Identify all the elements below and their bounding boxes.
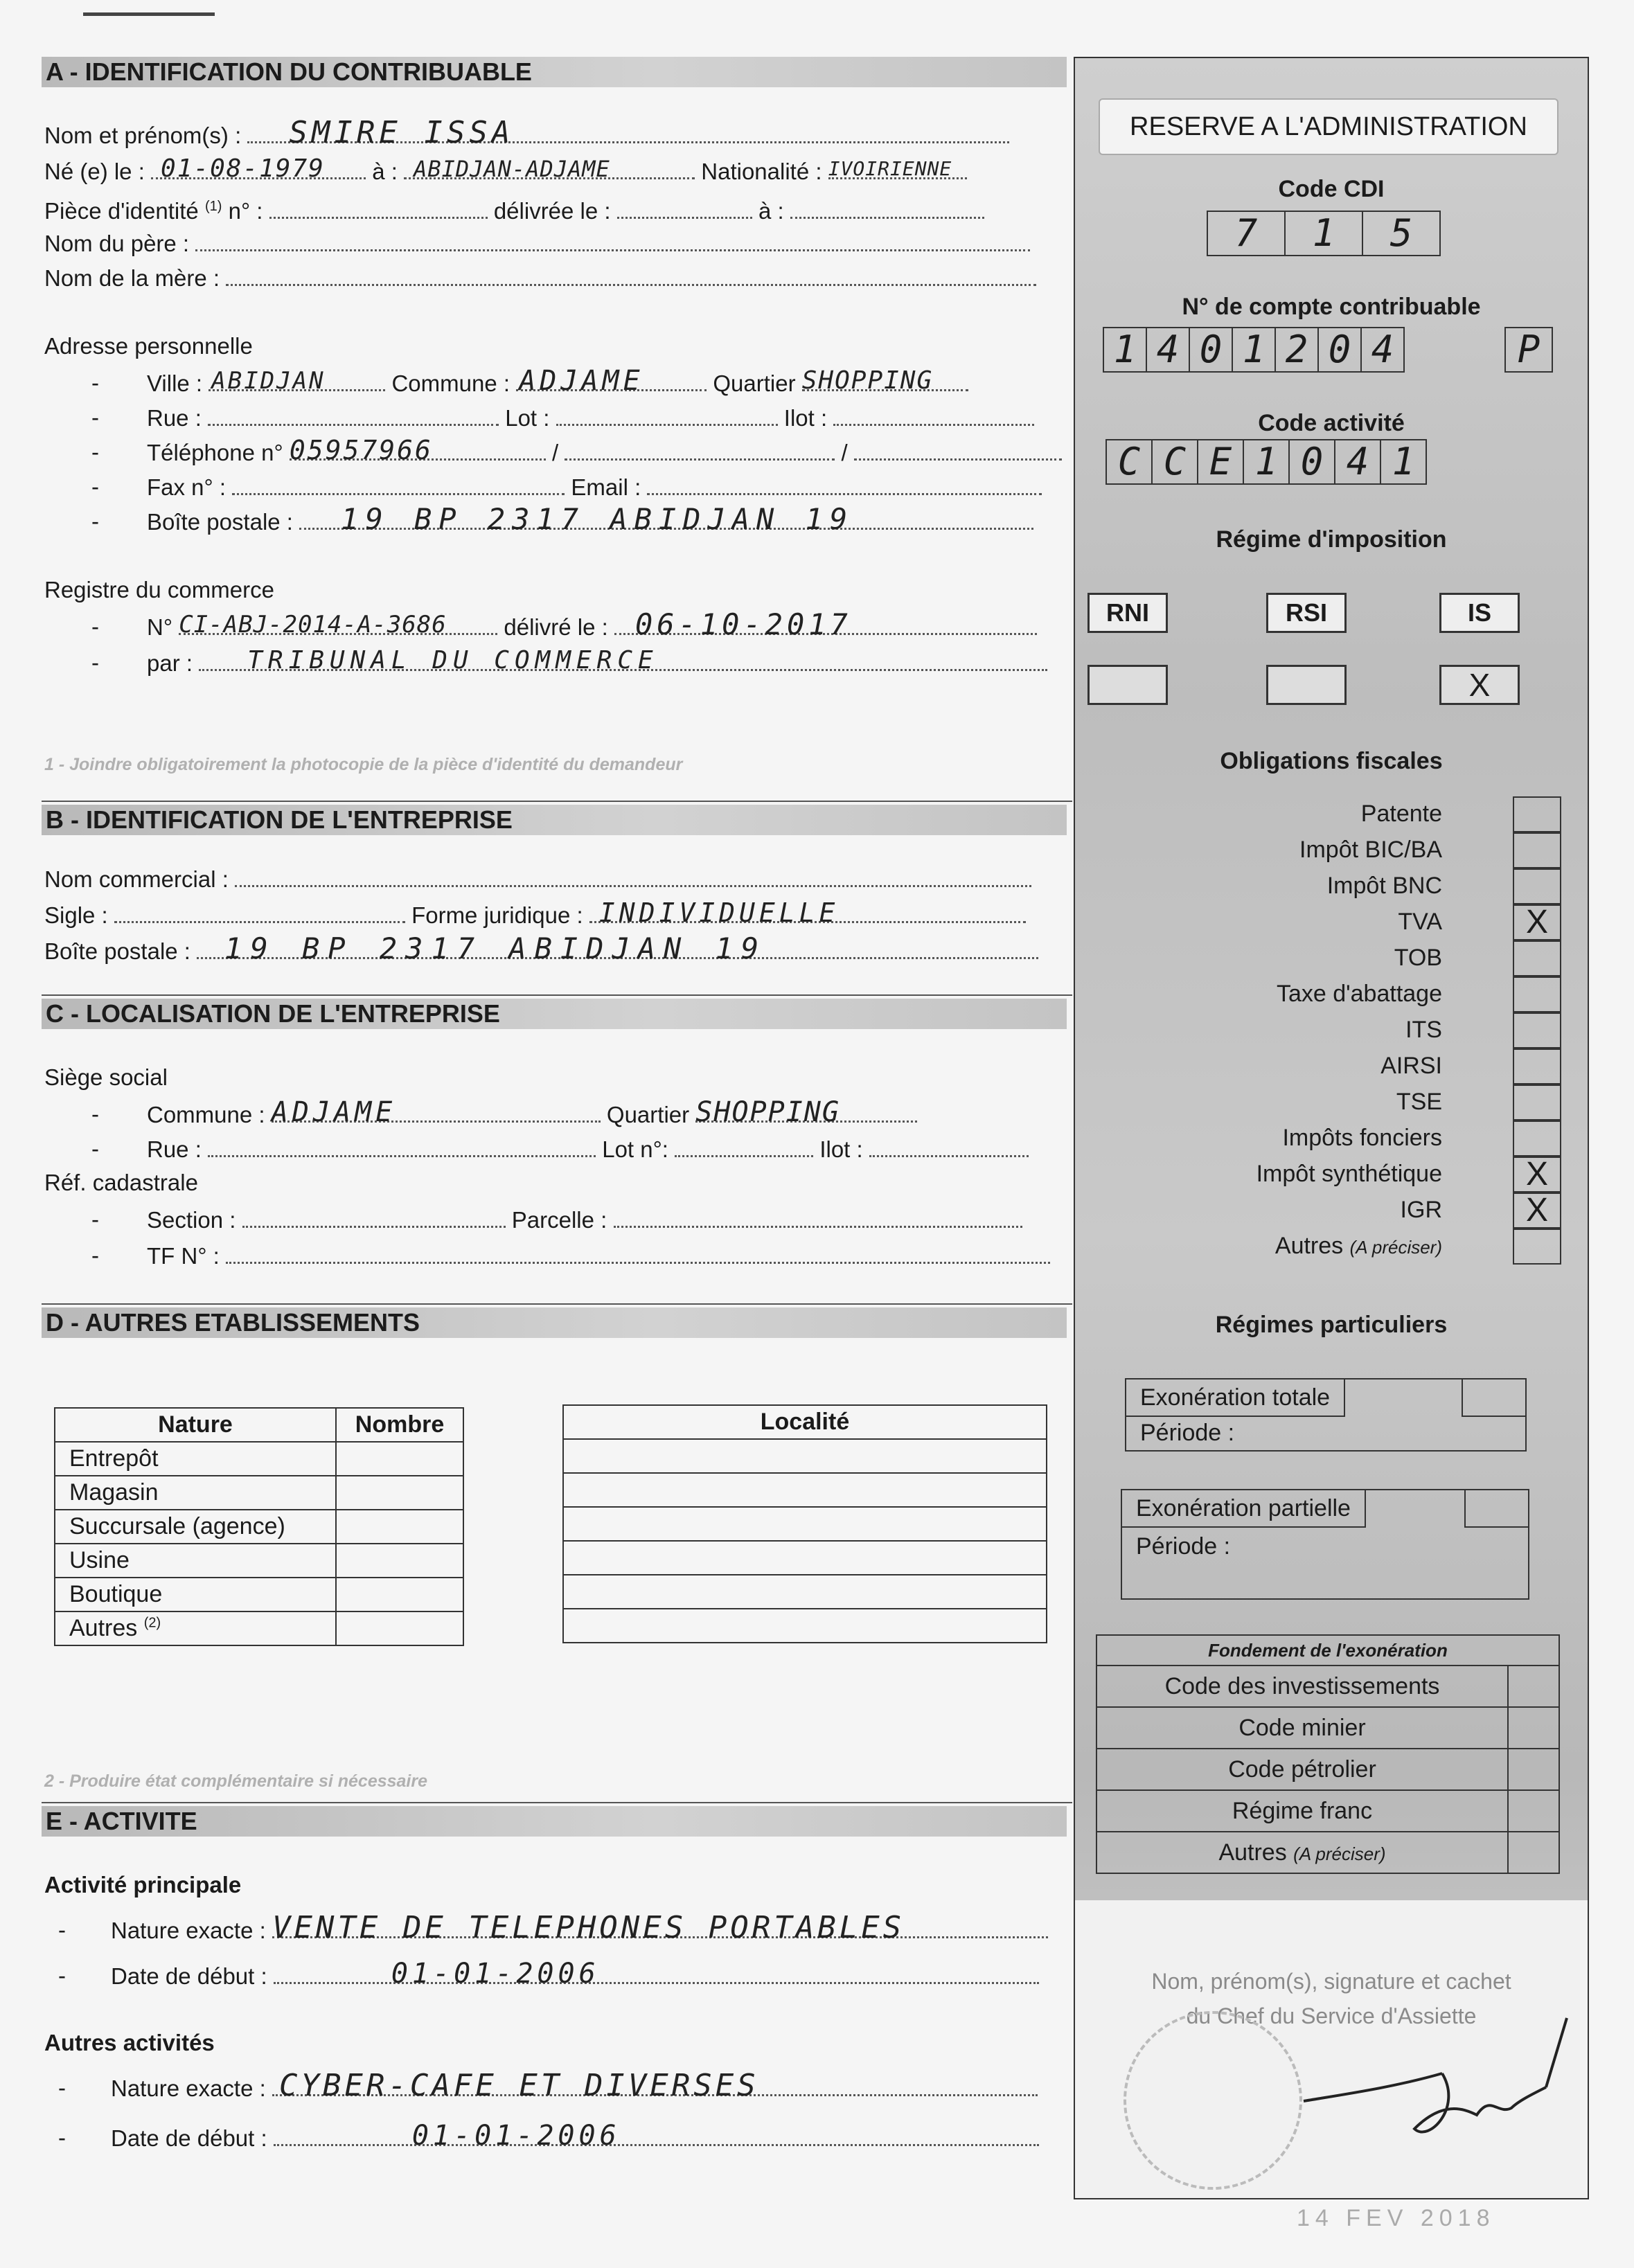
exo-partielle-periode: Période : [1136, 1533, 1231, 1560]
pere-label: Nom du père : [44, 231, 190, 256]
registre-label: Registre du commerce [44, 577, 274, 602]
divider [42, 994, 1072, 996]
obligation-checkbox[interactable]: X [1513, 1157, 1561, 1193]
activite-boxes[interactable] [1105, 439, 1427, 485]
table-row [55, 1442, 463, 1476]
localite-cell[interactable] [563, 1541, 1047, 1575]
admin-title: RESERVE A L'ADMINISTRATION [1099, 98, 1558, 155]
note-1: 1 - Joindre obligatoirement la photocopie de la pièce d'identité du demandeur [44, 755, 683, 774]
text: / [841, 440, 848, 465]
c-quartier-value: SHOPPING [695, 1096, 840, 1128]
official-stamp [1124, 2011, 1302, 2190]
left-column [42, 57, 1072, 2197]
obligation-checkbox[interactable]: X [1513, 1193, 1561, 1229]
compte-key: P [1517, 328, 1540, 371]
rc-n-value: CI-ABJ-2014-A-3686 [179, 611, 447, 639]
ne-field[interactable] [151, 154, 366, 183]
c-commune-field[interactable] [271, 1096, 601, 1128]
ville-value: ABIDJAN [211, 367, 326, 395]
fondement-label: Code des investissements [1096, 1666, 1508, 1707]
regime-label: Régime d'imposition [1216, 526, 1447, 553]
autres-debut-row [111, 2120, 1039, 2152]
compte-digit: 0 [1319, 328, 1362, 371]
lot-label: Lot : [505, 405, 550, 431]
exo-partielle-label: Exonération partielle [1122, 1490, 1366, 1528]
rc-delivre-label: délivré le : [504, 614, 608, 640]
commune-value: ADJAME [519, 365, 644, 397]
text: / [552, 440, 559, 465]
nom-commercial-row [44, 864, 1031, 893]
dash: - [91, 1136, 99, 1161]
regime-is: IS [1439, 593, 1520, 633]
autres-debut-field[interactable] [274, 2120, 1039, 2152]
exo-totale-periode: Période : [1140, 1420, 1235, 1446]
activite-digit: 1 [1244, 440, 1290, 483]
table-row [55, 1578, 463, 1611]
tel2-field[interactable] [565, 438, 835, 461]
rc-n-label: N° [147, 614, 173, 640]
c-rue-label: Rue : [147, 1136, 202, 1162]
delivree-label: délivrée le : [493, 198, 611, 224]
activite-digit: C [1153, 440, 1198, 483]
nom-value: SMIRE ISSA [289, 115, 515, 150]
nom-commercial-label: Nom commercial : [44, 866, 229, 892]
rue-label: Rue : [147, 405, 202, 431]
obligation-checkbox[interactable] [1513, 868, 1561, 904]
autres-nature-row [111, 2068, 1038, 2103]
fax-row [147, 472, 1042, 501]
commune-field[interactable] [516, 365, 707, 397]
obligation-label: Impôt BNC [1326, 873, 1442, 899]
obligation-checkbox[interactable] [1513, 1084, 1561, 1120]
section-row [147, 1205, 1022, 1234]
is-checkbox[interactable]: X [1439, 665, 1520, 705]
scan-mark [83, 0, 215, 16]
row-label: Succursale (agence) [55, 1510, 336, 1544]
piece-sup: (1) [204, 199, 222, 214]
fondement-autres [1096, 1832, 1508, 1873]
piece-a-field[interactable] [790, 196, 984, 219]
c-lot-field[interactable] [675, 1134, 813, 1157]
fondement-checkbox[interactable] [1508, 1790, 1559, 1832]
nature-field[interactable] [272, 1910, 1048, 1945]
admin-column [1074, 57, 1589, 2231]
obligation-checkbox[interactable] [1513, 1229, 1561, 1265]
dash: - [91, 1206, 99, 1232]
compte-digit: 1 [1233, 328, 1276, 371]
nationalite-field[interactable] [828, 157, 967, 179]
table-row [563, 1609, 1047, 1643]
obligation-label: IGR [1400, 1197, 1442, 1223]
regimes-particuliers-label: Régimes particuliers [1215, 1312, 1448, 1338]
section-field[interactable] [242, 1205, 506, 1228]
note-2: 2 - Produire état complémentaire si nécessaire [44, 1771, 428, 1791]
localite-cell[interactable] [563, 1507, 1047, 1541]
c-commune-value: ADJAME [271, 1096, 397, 1128]
tf-label: TF N° : [147, 1243, 220, 1269]
compte-digit: 4 [1371, 328, 1394, 371]
par-value: TRIBUNAL DU COMMERCE [247, 646, 659, 675]
activite-digit: C [1107, 440, 1153, 483]
debut-label: Date de début : [111, 1963, 267, 1989]
dash: - [91, 650, 99, 675]
autres-nature-field[interactable] [272, 2068, 1038, 2103]
localite-cell[interactable] [563, 1473, 1047, 1507]
exo-partielle-checkbox[interactable] [1464, 1490, 1529, 1528]
autres-nature-label: Nature exacte : [111, 2075, 266, 2101]
table-row [55, 1544, 463, 1578]
rc-delivre-field[interactable] [614, 607, 1037, 641]
obligation-checkbox[interactable] [1513, 796, 1561, 832]
cdi-digit: 7 [1208, 212, 1286, 255]
table-row [563, 1541, 1047, 1575]
debut-value: 01-01-2006 [391, 1958, 600, 1990]
commune-label: Commune : [391, 370, 510, 396]
obligation-label: Impôt synthétique [1256, 1161, 1442, 1187]
fondement-checkbox[interactable] [1508, 1749, 1559, 1790]
ref-cadastrale-label: Réf. cadastrale [44, 1170, 198, 1195]
autres-label: Autres [69, 1615, 138, 1641]
regime-rsi: RSI [1266, 593, 1347, 633]
cdi-boxes[interactable] [1207, 211, 1441, 256]
exo-partielle-box [1121, 1489, 1529, 1600]
mere-field[interactable] [226, 263, 1036, 286]
tf-field[interactable] [226, 1241, 1050, 1264]
c-ilot-field[interactable] [869, 1134, 1029, 1157]
compte-key-box[interactable] [1504, 327, 1553, 373]
table-row [1096, 1790, 1559, 1832]
dash: - [91, 404, 99, 430]
debut-field[interactable] [274, 1958, 1039, 1990]
obligations-label: Obligations fiscales [1220, 748, 1443, 774]
email-label: Email : [571, 474, 641, 500]
divider [42, 1802, 1072, 1803]
col-localite: Localité [563, 1405, 1047, 1439]
fax-label: Fax n° : [147, 474, 227, 500]
fondement-label: Code minier [1096, 1707, 1508, 1749]
row-label [55, 1611, 336, 1645]
mere-label: Nom de la mère : [44, 265, 220, 291]
exo-totale-label: Exonération totale [1126, 1379, 1345, 1417]
regime-rni: RNI [1087, 593, 1168, 633]
autres-activites-label: Autres activités [44, 2030, 215, 2055]
fondement-checkbox[interactable] [1508, 1707, 1559, 1749]
cdi-label: Code CDI [1278, 176, 1385, 202]
nombre-cell[interactable] [336, 1442, 463, 1476]
lieu-value: ABIDJAN-ADJAME [414, 156, 610, 182]
ne-value: 01-08-1979 [161, 154, 325, 183]
c-commune-label: Commune : [147, 1102, 265, 1127]
dash: - [91, 439, 99, 465]
tel-label: Téléphone n° [147, 440, 283, 465]
sigle-field[interactable] [114, 900, 405, 923]
dash: - [58, 2075, 66, 2100]
dash: - [58, 1963, 66, 1988]
fax-field[interactable] [232, 472, 565, 495]
autres-debut-label: Date de début : [111, 2125, 267, 2151]
activite-digit: 4 [1335, 440, 1381, 483]
nature-label: Nature exacte : [111, 1918, 266, 1943]
c-rue-field[interactable] [208, 1134, 596, 1157]
piece-row [44, 193, 984, 225]
bp-b-field[interactable] [197, 931, 1038, 965]
dash: - [58, 1917, 66, 1943]
signature-label-2: du Chef du Service d'Assiette [1186, 2003, 1477, 2028]
par-label: par : [147, 650, 193, 676]
obligation-checkbox[interactable] [1513, 1120, 1561, 1157]
ne-label: Né (e) le : [44, 159, 145, 184]
table-row [1096, 1749, 1559, 1790]
section-a-header: A - IDENTIFICATION DU CONTRIBUABLE [42, 57, 1067, 87]
piece-label: Pièce d'identité [44, 198, 199, 224]
sigle-row [44, 900, 1026, 929]
forme-label: Forme juridique : [411, 902, 583, 928]
mere-row [44, 263, 1036, 292]
quartier-label: Quartier [713, 370, 796, 396]
compte-digit: 4 [1147, 328, 1190, 371]
col-nombre: Nombre [336, 1408, 463, 1442]
dash: - [91, 474, 99, 499]
fondement-label: Code pétrolier [1096, 1749, 1508, 1790]
rsi-checkbox[interactable] [1266, 665, 1347, 705]
a-label: à : [372, 159, 398, 184]
nom-field[interactable] [247, 115, 1009, 150]
fondement-label: Régime franc [1096, 1790, 1508, 1832]
nom-row [44, 115, 1009, 150]
section-e-header: E - ACTIVITE [42, 1806, 1067, 1837]
fondement-table [1096, 1634, 1560, 1874]
obligation-checkbox[interactable] [1513, 1048, 1561, 1084]
signature-label: Nom, prénom(s), signature et cachet [1151, 1969, 1511, 1994]
dash: - [91, 370, 99, 395]
lot-field[interactable] [556, 403, 778, 426]
section-label: Section : [147, 1207, 236, 1233]
siege-label: Siège social [44, 1064, 168, 1090]
par-field[interactable] [199, 646, 1047, 675]
table-row [1096, 1707, 1559, 1749]
fondement-checkbox[interactable] [1508, 1666, 1559, 1707]
cdi-digit: 5 [1389, 211, 1413, 255]
pere-field[interactable] [195, 229, 1030, 251]
lieu-field[interactable] [404, 156, 695, 182]
c-rue-row [147, 1134, 1029, 1163]
nombre-cell[interactable] [336, 1544, 463, 1578]
parcelle-field[interactable] [614, 1205, 1022, 1228]
sigle-label: Sigle : [44, 902, 108, 928]
exo-totale-checkbox[interactable] [1462, 1379, 1527, 1417]
ilot-label: Ilot : [783, 405, 828, 431]
table-row [563, 1575, 1047, 1609]
obligation-autres [1082, 1233, 1442, 1260]
fondement-autres-note: (A préciser) [1293, 1843, 1386, 1864]
section-d-header: D - AUTRES ETABLISSEMENTS [42, 1307, 1067, 1338]
divider [42, 1303, 1072, 1305]
dash: - [91, 1242, 99, 1268]
nombre-cell[interactable] [336, 1578, 463, 1611]
table-row [563, 1507, 1047, 1541]
row-label: Magasin [55, 1476, 336, 1510]
piece-n-field[interactable] [269, 196, 488, 219]
row-label: Entrepôt [55, 1442, 336, 1476]
tel-field[interactable] [289, 435, 546, 465]
obligation-checkbox[interactable]: X [1513, 904, 1561, 940]
bp-value: 19 BP 2317 ABIDJAN 19 [341, 502, 855, 536]
obligation-label: AIRSI [1380, 1053, 1442, 1079]
signature-image [1283, 1990, 1574, 2163]
dash: - [91, 508, 99, 534]
obligation-label: Impôts fonciers [1282, 1125, 1442, 1151]
rue-field[interactable] [208, 403, 499, 426]
c-commune-row [147, 1096, 917, 1129]
obligation-checkbox[interactable] [1513, 940, 1561, 976]
ville-label: Ville : [147, 370, 203, 396]
pere-row [44, 229, 1030, 258]
debut-row [111, 1958, 1039, 1990]
ville-field[interactable] [208, 367, 385, 395]
compte-label: N° de compte contribuable [1182, 294, 1481, 320]
obligation-label: Impôt BIC/BA [1299, 837, 1442, 863]
autres-debut-value: 01-01-2006 [411, 2120, 621, 2152]
table-row [563, 1473, 1047, 1507]
section-c-header: C - LOCALISATION DE L'ENTREPRISE [42, 999, 1067, 1029]
localite-cell[interactable] [563, 1609, 1047, 1643]
obligation-label: Autres [1275, 1233, 1344, 1259]
col-nature: Nature [55, 1408, 336, 1442]
tf-row [147, 1241, 1050, 1270]
exo-totale-box [1125, 1378, 1527, 1452]
nature-value: VENTE DE TELEPHONES PORTABLES [272, 1910, 905, 1945]
parcelle-label: Parcelle : [511, 1207, 607, 1233]
compte-boxes[interactable] [1103, 327, 1405, 373]
activite-digit: E [1198, 440, 1244, 483]
obligation-checkbox[interactable] [1513, 832, 1561, 868]
obligation-label: TSE [1396, 1089, 1442, 1115]
par-row [147, 648, 1047, 677]
compte-digit: 2 [1276, 328, 1319, 371]
activite-digit: 1 [1392, 440, 1415, 483]
obligation-autres-note: (A préciser) [1349, 1237, 1442, 1258]
forme-value: INDIVIDUELLE [598, 898, 840, 928]
table-row [55, 1611, 463, 1645]
c-ilot-label: Ilot : [819, 1136, 863, 1162]
bp-label: Boîte postale : [147, 509, 293, 535]
rni-checkbox[interactable] [1087, 665, 1168, 705]
table-row [1096, 1832, 1559, 1873]
piece-a-label: à : [758, 198, 784, 224]
nombre-cell[interactable] [336, 1510, 463, 1544]
localite-table [562, 1404, 1047, 1643]
row-label: Boutique [55, 1578, 336, 1611]
bp-b-row [44, 931, 1038, 965]
divider [42, 801, 1072, 802]
piece-n-label: n° : [228, 198, 263, 224]
obligation-label: Taxe d'abattage [1276, 981, 1442, 1007]
naissance-row [44, 154, 967, 186]
table-row [55, 1510, 463, 1544]
obligation-label: TOB [1394, 945, 1442, 971]
table-row [563, 1439, 1047, 1473]
nationalite-value: IVOIRIENNE [828, 157, 952, 180]
c-quartier-label: Quartier [606, 1102, 690, 1127]
nombre-cell[interactable] [336, 1476, 463, 1510]
adresse-label: Adresse personnelle [44, 333, 253, 359]
dash: - [91, 614, 99, 639]
nom-commercial-field[interactable] [235, 864, 1031, 887]
fondement-checkbox[interactable] [1508, 1832, 1559, 1873]
activite-label: Code activité [1258, 410, 1405, 436]
localite-cell[interactable] [563, 1575, 1047, 1609]
nom-label: Nom et prénom(s) : [44, 123, 242, 148]
bp-field[interactable] [299, 502, 1033, 536]
activite-digit: 0 [1290, 440, 1335, 483]
autres-sup: (2) [143, 1615, 161, 1631]
nationalite-label: Nationalité : [701, 159, 822, 184]
table-row [55, 1476, 463, 1510]
delivree-field[interactable] [617, 196, 752, 219]
nature-row [111, 1910, 1048, 1945]
autres-nature-value: CYBER-CAFE ET DIVERSES [278, 2068, 759, 2103]
tel3-field[interactable] [854, 438, 1062, 461]
email-field[interactable] [647, 472, 1042, 495]
cdi-digit: 1 [1286, 212, 1363, 255]
row-label: Usine [55, 1544, 336, 1578]
c-lot-label: Lot n°: [602, 1136, 668, 1162]
rc-delivre-value: 06-10-2017 [634, 607, 852, 641]
bp-b-value: 19 BP 2317 ABIDJAN 19 [224, 931, 767, 965]
obligation-label: TVA [1398, 909, 1442, 935]
quartier-field[interactable] [801, 366, 968, 395]
localite-cell[interactable] [563, 1439, 1047, 1473]
etablissements-table [54, 1407, 464, 1646]
ville-row [147, 365, 968, 398]
quartier-value: SHOPPING [801, 366, 934, 395]
section-b-header: B - IDENTIFICATION DE L'ENTREPRISE [42, 805, 1067, 835]
forme-field[interactable] [589, 898, 1026, 928]
dash: - [58, 2125, 66, 2150]
compte-digit: 1 [1104, 328, 1147, 371]
fondement-header: Fondement de l'exonération [1096, 1635, 1559, 1666]
dash: - [91, 1101, 99, 1127]
compte-digit: 0 [1190, 328, 1233, 371]
date-stamp: 14 FEV 2018 [1297, 2205, 1495, 2231]
activite-principale-label: Activité principale [44, 1872, 242, 1898]
rc-row [147, 607, 1037, 641]
obligation-label: Patente [1360, 801, 1442, 827]
tel-row [147, 435, 1062, 467]
bp-row [147, 502, 1033, 536]
obligation-checkbox[interactable] [1513, 976, 1561, 1012]
obligation-label: ITS [1405, 1017, 1442, 1043]
ilot-field[interactable] [833, 403, 1034, 426]
c-quartier-field[interactable] [695, 1096, 917, 1128]
fondement-label: Autres [1218, 1839, 1287, 1866]
rue-row [147, 403, 1034, 432]
table-row [1096, 1666, 1559, 1707]
rc-n-field[interactable] [179, 611, 497, 639]
tel-value: 05957966 [289, 435, 433, 465]
obligation-checkbox[interactable] [1513, 1012, 1561, 1048]
nombre-cell[interactable] [336, 1611, 463, 1645]
bp-b-label: Boîte postale : [44, 938, 190, 964]
